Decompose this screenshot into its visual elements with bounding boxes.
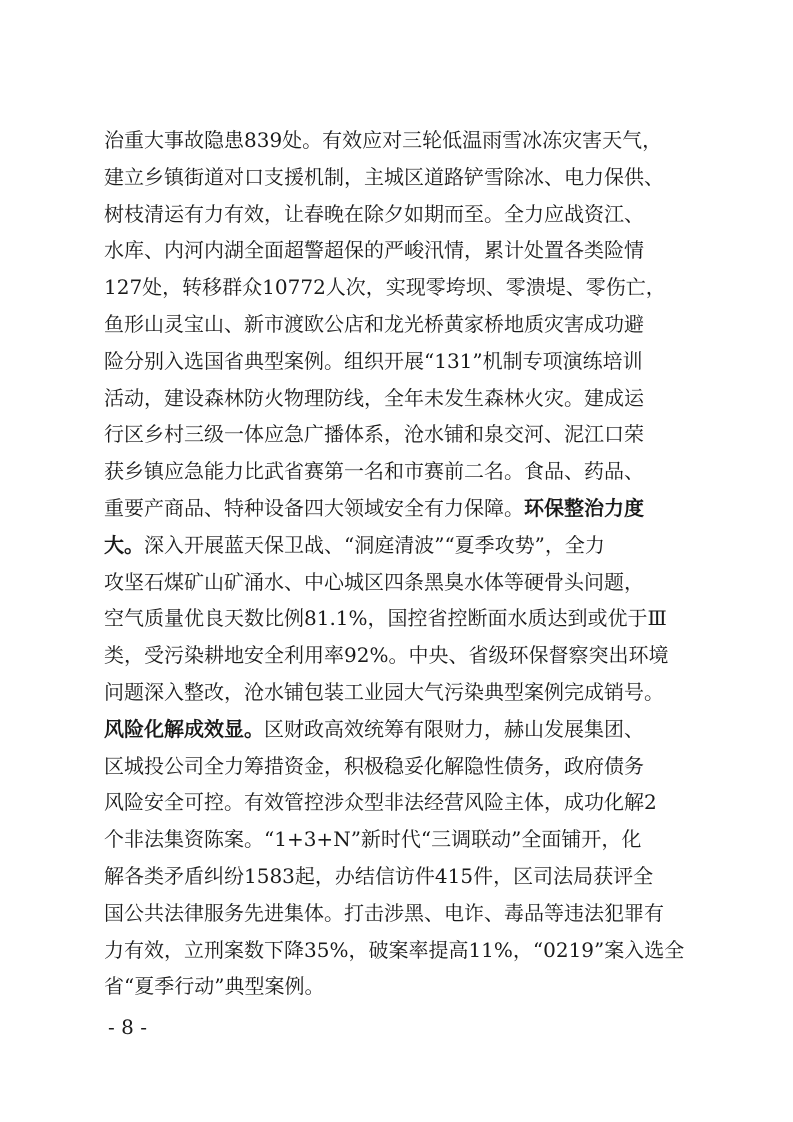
text-run: 区城投公司全力筹措资金，积极稳妥化解隐性债务，政府债务 bbox=[104, 753, 644, 778]
text-run: 树枝清运有力有效，让春晚在除夕如期而至。全力应战资江、 bbox=[104, 201, 644, 226]
text-line bbox=[104, 600, 684, 637]
text-line bbox=[104, 674, 684, 711]
text-run: 空气质量优良天数比例81.1%，国控省控断面水质达到或优于Ⅲ bbox=[104, 606, 667, 631]
text-run: 攻坚石煤矿山矿涌水、中心城区四条黑臭水体等硬骨头问题， bbox=[104, 569, 644, 594]
body-text bbox=[104, 122, 684, 1005]
text-line bbox=[104, 453, 684, 490]
text-run: 国公共法律服务先进集体。打击涉黑、电诈、毒品等违法犯罪有 bbox=[104, 900, 664, 925]
page-number: - 8 - bbox=[108, 1015, 147, 1039]
text-run: 类，受污染耕地安全利用率92%。中央、省级环保督察突出环境 bbox=[104, 643, 669, 668]
text-line bbox=[104, 748, 684, 785]
text-run: 重要产商品、特种设备四大领域安全有力保障。 bbox=[104, 495, 524, 520]
text-line bbox=[104, 564, 684, 601]
text-run: 个非法集资陈案。“1+3+N”新时代“三调联动”全面铺开，化 bbox=[104, 827, 642, 852]
text-run: 治重大事故隐患839处。有效应对三轮低温雨雪冰冻灾害天气， bbox=[104, 128, 663, 152]
text-line bbox=[104, 821, 684, 858]
text-line bbox=[104, 380, 684, 417]
text-run: 问题深入整改，沧水铺包装工业园大气污染典型案例完成销号。 bbox=[104, 679, 664, 704]
section-heading-environment-end: 大。 bbox=[104, 532, 144, 557]
text-line bbox=[104, 784, 684, 821]
text-line bbox=[104, 306, 684, 343]
text-line bbox=[104, 858, 684, 895]
text-line bbox=[104, 527, 684, 564]
text-line bbox=[104, 895, 684, 932]
text-run: 建立乡镇街道对口支援机制，主城区道路铲雪除冰、电力保供、 bbox=[104, 164, 664, 189]
text-line bbox=[104, 711, 684, 748]
text-line bbox=[104, 343, 684, 380]
text-line bbox=[104, 637, 684, 674]
text-run: 省“夏季行动”典型案例。 bbox=[104, 974, 325, 999]
text-run: 深入开展蓝天保卫战、“洞庭清波”“夏季攻势”，全力 bbox=[144, 532, 605, 557]
section-heading-risk: 风险化解成效显。 bbox=[104, 716, 264, 741]
section-heading-environment: 环保整治力度 bbox=[524, 495, 644, 520]
text-run: 水库、内河内湖全面超警超保的严峻汛情，累计处置各类险情 bbox=[104, 238, 644, 263]
text-run: 风险安全可控。有效管控涉众型非法经营风险主体，成功化解2 bbox=[104, 790, 657, 815]
text-line bbox=[104, 932, 684, 969]
text-line bbox=[104, 269, 684, 306]
text-line bbox=[104, 968, 684, 1005]
text-run: 127处，转移群众10772人次，实现零垮坝、零溃堤、零伤亡， bbox=[104, 275, 666, 300]
text-line bbox=[104, 196, 684, 233]
text-line bbox=[104, 122, 684, 159]
text-run: 解各类矛盾纠纷1583起，办结信访件415件，区司法局获评全 bbox=[104, 863, 654, 888]
text-line bbox=[104, 159, 684, 196]
text-run: 活动，建设森林防火物理防线，全年未发生森林火灾。建成运 bbox=[104, 385, 644, 410]
text-run: 鱼形山灵宝山、新市渡欧公店和龙光桥黄家桥地质灾害成功避 bbox=[104, 311, 644, 336]
text-run: 行区乡村三级一体应急广播体系，沧水铺和泉交河、泥江口荣 bbox=[104, 422, 644, 447]
text-run: 区财政高效统筹有限财力，赫山发展集团、 bbox=[264, 716, 644, 741]
text-line bbox=[104, 490, 684, 527]
text-line bbox=[104, 232, 684, 269]
text-run: 获乡镇应急能力比武省赛第一名和市赛前二名。食品、药品、 bbox=[104, 459, 644, 484]
text-run: 力有效，立刑案数下降35%，破案率提高11%，“0219”案入选全 bbox=[104, 937, 685, 962]
text-line bbox=[104, 416, 684, 453]
text-run: 险分别入选国省典型案例。组织开展“131”机制专项演练培训 bbox=[104, 348, 643, 373]
